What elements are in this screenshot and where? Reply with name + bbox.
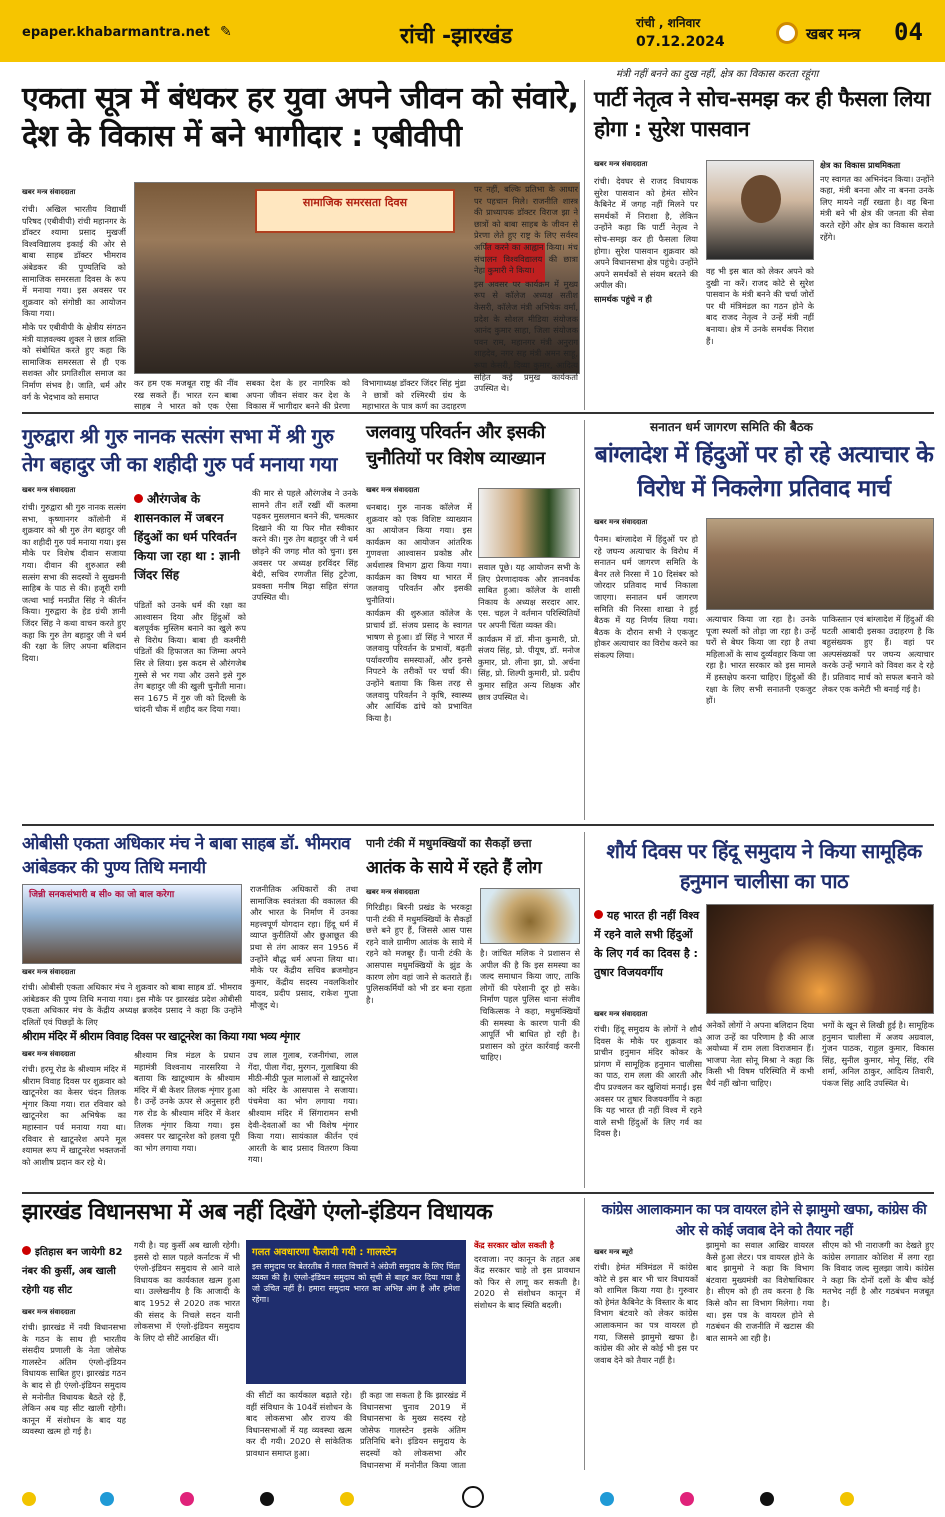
shyam-col2: श्रीश्याम मित्र मंडल के प्रधान महामंत्री विश्वनाथ नारसरिया ने बताया कि खाटूश्याम के श्रीश्याम मंदिर में बी केशर तिलक शृंगार हुआ है। उन्हें उनके ऊपर से अनुसार हरी गरु रोड के श्रीश्याम मंदिर में केशर तिलक शृंगार किया गया। इस अवसर पर खाटूनरेश को हलवा पूरी का भोग लगाया गया।: [134, 1050, 240, 1153]
shaurya-byline: खबर मन्त्र संवाददाता: [594, 1010, 648, 1018]
abvp-col4: विभागाध्यक्ष डॉक्टर जिंदर सिंह मुंडा ने छात्रों को रश्मिरथी ग्रंथ के महाभारत के पात्र कर्ण का उदाहरण: [362, 378, 466, 412]
bees-col1: गिरिडीह। बिरनी प्रखंड के भरकट्टा पानी टंकी में मधुमक्खियों के सैकड़ों छत्ते बने हुए हैं, जिससे आस पास रहने वाले ग्रामीण आतंक के साये में रहने को मजबूर हैं। पानी टंकी के आसपास मधुमक्खियों के झुंड के कारण लोग वहां जाने से कतराते हैं। पुलिसकर्मियों को भी डर बना रहता है।: [366, 902, 472, 1005]
registration-dot: [600, 1492, 614, 1506]
abvp-col2: कर हम एक मजबूत राष्ट्र की नींव रख सकते हैं। भारत रत्न बाबा साहब ने भारत को एक ऐसा: [134, 378, 238, 412]
anglo-byline: खबर मन्त्र संवाददाता: [22, 1308, 76, 1316]
shaurya-col2: अनेकों लोगों ने अपना बलिदान दिया आज उन्हें का परिणाम है की आज अयोध्या में राम लला विराजमान हैं। भाजपा नेता सोनू मिश्रा ने कहा कि किसी भी विषम परिस्थिति में कभी धैर्य नहीं खोना चाहिए।: [706, 1020, 814, 1088]
section-rule-1: [22, 412, 934, 414]
shaurya-headline: शौर्य दिवस पर हिंदू समुदाय ने किया सामूहिक हनुमान चालीसा का पाठ: [606, 839, 922, 893]
gurudwara-col3: की मार से पहले औरंगजेब ने उनके सामने तीन शर्तें रखीं थीं कलमा पढ़कर मुसलमान बनने की, चमत्कार दिखाने की या फिर मौत स्वीकार करने की। गुरु तेग बहादुर जी ने धर्म छोड़ने की जगह मौत को चुना। इस अवसर पर अध्यक्ष हरविंदर सिंह बेदी, सचिव रणजीत सिंह टुटेजा, प्रवक्ता मनीष मिढ़ा सहित संगत उपस्थित थी।: [252, 488, 358, 603]
gurudwara-byline: खबर मन्त्र संवाददाता: [22, 486, 76, 494]
section-rule-3: [22, 1192, 934, 1194]
abvp-headline: एकता सूत्र में बंधकर हर युवा अपने जीवन को संवारे, देश के विकास में बने भागीदार : एबीवीपी: [22, 81, 579, 154]
bangladesh-col2: अत्याचार किया जा रहा है। उनके पूजा स्थलों को तोड़ा जा रहा है। उन्हें घरों से बेघर किया जा रहा है तथा महिलाओं के साथ दुर्व्यवहार किया जा रहा है। भारत सरकार को इस मामले में हस्तक्षेप करना चाहिए। हिंदुओं की रक्षा के लिए सभी सनातनी एकजुट हों।: [706, 614, 816, 706]
obc-byline: खबर मन्त्र संवाददाता: [22, 968, 76, 976]
bees-headline: आतंक के साये में रहते हैं लोग: [366, 858, 542, 878]
registration-dot: [100, 1492, 114, 1506]
issue-date: 07.12.2024: [636, 34, 725, 50]
anglo-box: [246, 1240, 466, 1384]
bullet-icon: [134, 494, 143, 503]
brand-name: खबर मन्त्र: [806, 25, 861, 43]
crosshair-icon: [462, 1486, 484, 1508]
gurudwara-col1: रांची। गुरुद्वारा श्री गुरु नानक सत्संग सभा, कृष्णानगर कॉलोनी में शुक्रवार को श्री गुरु तेग बहादुर जी का शहीदी गुरु पर्व मनाया गया। इस मौके पर विशेष दीवान सजाया गया। दीवान की शुरुआत स्त्री सत्संग सभा की सदस्यों ने सुखमनी साहिब के पाठ से की। हजूरी रागी जत्था भाई मनप्रीत सिंह ने कीर्तन किया। गुरुद्वारा के हेड ग्रंथी ज्ञानी जिंदर सिंह ने कथा वाचन करते हुए कहा कि गुरु तेग बहादुर जी ने धर्म की रक्षा के लिए अपना बलिदान दिया।: [22, 502, 126, 663]
congress-col3: सीएम को भी नाराजगी का देखते हुए कांग्रेस लगातार कोशिश में लगा रहा कि विवाद जल्द सुलझा जाये। कांग्रेस ने कहा कि दोनों दलों के बीच कोई मतभेद नहीं है और गठबंधन मजबूत है।: [822, 1240, 934, 1308]
shaurya-photo: [706, 904, 934, 1014]
column-divider: [584, 80, 585, 410]
page-number: 04: [894, 18, 923, 46]
bangladesh-byline: खबर मन्त्र संवाददाता: [594, 518, 648, 526]
anglo-col5: केंद्र सरकार खोल सकती है दरवाजा। नए कानून के तहत अब केंद्र सरकार चाहे तो इस प्रावधान को फिर से लागू कर सकती है। 2020 से संशोधन कानून में संशोधन के बाद स्थिति बदली।: [474, 1240, 580, 1310]
edition-label: रांची -झारखंड: [400, 24, 513, 49]
bees-photo: [480, 888, 580, 944]
obc-headline: ओबीसी एकता अधिकार मंच ने बाबा साहब डॉ. भीमराव आंबेडकर की पुण्य तिथि मनायी: [22, 834, 351, 878]
anglo-headline: झारखंड विधानसभा में अब नहीं दिखेंगे एंग्लो-इंडियन विधायक: [22, 1200, 493, 1225]
gurudwara-col2: पंडितों को उनके धर्म की रक्षा का आश्वासन दिया और हिंदुओं को बलपूर्वक मुस्लिम बनाने का खुले रूप से विरोध किया। बाबा ही कश्मीरी पंडितों की हिफाजत का जिम्मा अपने सिर ले लिया। इस कदम से औरंगजेब गुस्से से भर गया और उसने इसे गुरु तेग बहादुर जी की खुली चुनौती माना। सन 1675 में गुरु जी को दिल्ली के चांदनी चौक में शहीद कर दिया गया।: [134, 600, 246, 715]
shyam-byline: खबर मन्त्र संवाददाता: [22, 1050, 76, 1058]
congress-byline: खबर मन्त्र ब्यूरो: [594, 1248, 633, 1256]
anglo-col3: की सीटों का कार्यकाल बढ़ाते रहे। वहीं संविधान के 104वें संशोधन के बाद लोकसभा और राज्य की विधानसभाओं में यह व्यवस्था खत्म कर दी गयी। 2020 से सांकेतिक प्रावधान समाप्त हुआ।: [246, 1390, 352, 1458]
gurudwara-headline: गुरुद्वारा श्री गुरु नानक सत्संग सभा में श्री गुरु तेग बहादुर जी का शहीदी गुरु पर्व मनाया गया: [22, 424, 337, 476]
registration-dot: [680, 1492, 694, 1506]
abvp-banner: सामाजिक समरसता दिवस: [255, 189, 455, 233]
bees-byline: खबर मन्त्र संवाददाता: [366, 888, 420, 896]
paswan-headline: पार्टी नेतृत्व ने सोच-समझ कर ही फैसला लिया होगा : सुरेश पासवान: [594, 87, 931, 141]
shaurya-quote: यह भारत ही नहीं विश्व में रहने वाले सभी हिंदुओं के लिए गर्व का दिवस है : तुषार विजयवर्गीय: [594, 909, 700, 979]
gurudwara-quote: औरंगजेब के शासनकाल में जबरन हिंदुओं का धर्म परिवर्तन किया जा रहा था : ज्ञानी जिंदर सिंह: [134, 492, 240, 582]
registration-dot: [760, 1492, 774, 1506]
cursor-icon: ✎: [220, 24, 232, 40]
climate-col1: धनबाद। गुरु नानक कॉलेज में शुक्रवार को एक विशिष्ट व्याख्यान का आयोजन किया गया। इस कार्यक्रम का आयोजन आंतरिक गुणवत्ता आश्वासन प्रकोष्ठ और अर्थशास्त्र विभाग द्वारा किया गया। कार्यक्रम का विषय था भारत में जलवायु परिवर्तन और इसकी चुनौतियां। कार्यक्रम की शुरुआत कॉलेज के प्राचार्य डॉ. संजय प्रसाद के स्वागत भाषण से हुआ। डॉ सिंह ने भारत में जलवायु परिवर्तन के प्रभावों, बढ़ती पर्यावरणीय समस्याओं, और इनसे निपटने के तरीकों पर चर्चा की। उन्होंने बताया कि किस तरह से जलवायु परिवर्तन ने कृषि, स्वास्थ्य और आर्थिक ढांचे को प्रभावित किया है।: [366, 502, 472, 723]
anglo-col1: रांची। झारखंड में नयी विधानसभा के गठन के साथ ही भारतीय संसदीय प्रणाली के नेता जोसेफ गालस्टेन अंतिम एंग्लो-इंडियन विधायक साबित हुए। झारखंड गठन के बाद से ही एंग्लो-इंडियन समुदाय से मनोनीत विधायक बैठते रहे हैं, लेकिन अब यह सीट खाली रहेगी। कानून में संशोधन के बाद यह व्यवस्था खत्म हो गई है।: [22, 1322, 126, 1437]
anglo-quote: इतिहास बन जायेगी 82 नंबर की कुर्सी, अब खाली रहेगी यह सीट: [22, 1247, 123, 1296]
bangladesh-kicker: सनातन धर्म जागरण समिति की बैठक: [650, 420, 813, 434]
anglo-col4: ही कहा जा सकता है कि झारखंड में विधानसभा चुनाव 2019 में विधानसभा के मुख्य सदस्य रहे जोसेफ गालस्टेन इसके अंतिम प्रतिनिधि बने। इंडियन समुदाय के सदस्यों को लोकसभा और विधानसभा में मनोनीत किया जाता: [360, 1390, 466, 1470]
paswan-face: [741, 175, 781, 223]
column-divider-3: [584, 832, 585, 1188]
registration-dot: [180, 1492, 194, 1506]
paswan-col3: क्षेत्र का विकास प्राथमिकता नए स्वागत का अभिनंदन किया। उन्होंने कहा, मंत्री बनना और ना बनना उनके लिए मायने नहीं रखता है। वह बिना मंत्री बने भी क्षेत्र की जनता की सेवा करते रहेंगे और क्षेत्र का विकास कराते रहेंगे।: [820, 160, 934, 242]
shyam-headline: श्रीराम मंदिर में श्रीराम विवाह दिवस पर खाटूनरेश का किया गया भव्य शृंगार: [22, 1030, 300, 1043]
registration-dot: [840, 1492, 854, 1506]
tagline: मंत्री नहीं बनने का दुख नहीं, क्षेत्र का विकास करता रहूंगा: [616, 69, 819, 80]
paswan-col1: रांची। देवघर से राजद विधायक सुरेश पासवान को हेमंत सोरेन कैबिनेट में जगह नहीं मिलने पर समर्थकों में निराशा है, लेकिन उन्होंने कहा कि पार्टी नेतृत्व ने सोच-समझ कर ही फैसला लिया होगा। सुरेश पासवान शुक्रवार को अपने विधानसभा क्षेत्र पहुंचे। उन्होंने अपने समर्थकों से संयम बरतने की अपील की। सामर्थक पहुंचे न ही: [594, 176, 698, 304]
abvp-byline: खबर मन्त्र संवाददाता: [22, 188, 76, 196]
epaper-url[interactable]: epaper.khabarmantra.net: [22, 25, 210, 40]
bangladesh-col1: पैनम। बांग्लादेश में हिंदुओं पर हो रहे जघन्य अत्याचार के विरोध में सनातन धर्म जागरण समिति के बैनर तले निरसा में 10 दिसंबर को जोरदार प्रतिवाद मार्च निकाला जाएगा। सनातन धर्म जागरण समिति की निरसा शाखा ने हुई बैठक में यह निर्णय लिया गया। बैठक के दौरान सभी ने एकजुट होकर अत्याचार का विरोध करने का संकल्प लिया।: [594, 534, 698, 660]
brand-logo-icon: [776, 22, 798, 44]
registration-dot: [22, 1492, 36, 1506]
congress-col1: रांची। हेमंत मंत्रिमंडल में कांग्रेस कोटे से इस बार भी चार विधायकों को शामिल किया गया है। गुरुवार को हेमंत कैबिनेट के विस्तार के बाद विभाग बंटवारे को लेकर कांग्रेस आलाकमान का पत्र वायरल हो गया, जिससे झामुमो खफा है। कांग्रेस की ओर से कोई भी इस पर जवाब देने को तैयार नहीं है।: [594, 1262, 698, 1365]
climate-headline: जलवायु परिवर्तन और इसकी चुनौतियों पर विशेष व्याख्यान: [366, 422, 545, 469]
print-registration-marks: [0, 1480, 945, 1516]
bees-col2: है। जांचित मलिक ने प्रशासन से अपील की है कि इस समस्या का जल्द समाधान किया जाए, ताकि लोगों की परेशानी दूर हो सके। निर्माण पहल पुलिस थाना संजीव चिकित्सक ने कहा, मधुमक्खियों की समस्या के कारण पानी की आपूर्ति भी बाधित हो रही है। प्रशासन को तुरंत कार्रवाई करनी चाहिए।: [480, 948, 580, 1063]
congress-headline: कांग्रेस आलाकमान का पत्र वायरल होने से झामुमो खफा, कांग्रेस की ओर से कोई जवाब देने को तैयार नहीं: [601, 1202, 927, 1239]
paswan-byline: खबर मन्त्र संवाददाता: [594, 160, 648, 168]
obc-col1: रांची। ओबीसी एकता अधिकार मंच ने शुक्रवार को बाबा साहब डॉ. भीमराव आंबेडकर की पुण्य तिथि मनाया गया। इस मौके पर झारखंड प्रदेश ओबीसी एकता अधिकार मंच के केंद्रीय अध्यक्ष ब्रजदेव प्रसाद ने कहा कि उन्होंने दलितों एवं पिछड़ों के लिए: [22, 982, 242, 1027]
abvp-col3: सबका देश के हर नागरिक को अपना जीवन संवार कर देश के विकास में भागीदार बनने की प्रेरणा: [246, 378, 350, 412]
city-day: रांची , शनिवार: [636, 16, 701, 30]
climate-byline: खबर मन्त्र संवाददाता: [366, 486, 420, 494]
obc-col2: राजनीतिक अधिकारों की तथा सामाजिक स्वतंत्रता की वकालत की और भारत के निर्माण में उनका महत्त्वपूर्ण योगदान रहा। हिंदू धर्म में व्याप्त कुरीतियों और छुआछूत की प्रथा से तंग आकर सन 1956 में उन्होंने बौद्ध धर्म अपना लिया था। मौके पर केंद्रीय सचिव ब्रजमोहन कुमार, केंद्रीय सदस्य नवलकिशोर यादव, प्रदीप प्रसाद, राकेश गुप्ता मौजूद थे।: [250, 884, 358, 1010]
bullet-icon: [22, 1246, 31, 1255]
bangladesh-headline: बांग्लादेश में हिंदुओं पर हो रहे अत्याचार के विरोध में निकलेगा प्रतिवाद मार्च: [594, 442, 934, 502]
paswan-photo: [706, 160, 814, 260]
paswan-col2: वह भी इस बात को लेकर अपने को दुखी ना करें। राजद कोटे से सुरेश पासवान के मंत्री बनने की चर्चा जोरों पर थी मंत्रिमंडल का गठन होने के बाद राजद नेतृत्व ने उन्हें मंत्री नहीं बनाया। क्षेत्र में उनके समर्थक निराश हैं।: [706, 266, 814, 346]
column-divider-4: [584, 1198, 585, 1470]
section-rule-2: [22, 824, 934, 826]
shaurya-col3: भगों के खून से लिखी हुई है। सामूहिक हनुमान चालीसा में अजय अग्रवाल, गुंजन पाठक, राहुल कुमार, विकास सिंह, सुनील कुमार, मोनू सिंह, रवि शर्मा, अनिल ठाकुर, आदित्य तिवारी, पंकज सिंह आदि उपस्थित थे।: [822, 1020, 934, 1088]
anglo-box-title: गलत अवधारणा फैलायी गयी : गालस्टेन: [252, 1247, 397, 1258]
climate-col2: सवाल पूछे। यह आयोजन सभी के लिए प्रेरणादायक और ज्ञानवर्धक साबित हुआ। कॉलेज के शासी निकाय के अध्यक्ष सरदार आर. एस. चहल ने वर्तमान परिस्थितियों पर अपनी चिंता व्यक्त की। कार्यक्रम में डॉ. मीना कुमारी, प्रो. संजय सिंह, प्रो. पीयूष, डॉ. मनोज कुमार, प्रो. लीना झा, प्रो. अर्चना सिंह, प्रो. शिल्पी कुमारी, प्रो. प्रदीप कुमार सहित अन्य शिक्षक और छात्र उपस्थित थे।: [478, 562, 580, 702]
congress-col2: झामुमो का सवाल आखिर वायरल कैसे हुआ लेटर। पत्र वायरल होने के बाद झामुमो ने कहा कि विभाग बंटवारा मुख्यमंत्री का विशेषाधिकार है। सीएम को ही तय करना है कि किसे कौन सा विभाग मिलेगा। गया था। इस पत्र के वायरल होने से गठबंधन की राजनीति में खटास की बात सामने आ रही है।: [706, 1240, 814, 1343]
climate-photo: [478, 488, 580, 558]
anglo-box-text: इस समुदाय पर बेतरतीब में गलत विचारों ने अंग्रेजी समुदाय के लिए चिंता व्यक्त की है। एंग्लो-इंडियन समुदाय को सूची से बाहर कर दिया गया है जो उचित नहीं है। हमारा समुदाय भारत का अभिन्न अंग है और हमेशा रहेगा।: [252, 1262, 460, 1304]
obc-photo: [22, 884, 242, 964]
shaurya-col1: रांची। हिंदू समुदाय के लोगों ने शौर्य दिवस के मौके पर शुक्रवार को प्राचीन हनुमान मंदिर कोकर के प्रांगण में सामूहिक हनुमान चालीसा का पाठ, राम लला की आरती और दीप प्रज्वलन कर खुशियां मनाई। इस अवसर पर तुषार विजयवर्गीय ने कहा कि यह भारत ही नहीं विश्व में रहने वाले सभी हिंदुओं के लिए गर्व का दिवस है।: [594, 1024, 702, 1139]
registration-dot: [260, 1492, 274, 1506]
abvp-col1: रांची। अखिल भारतीय विद्यार्थी परिषद (एबीवीपी) रांची महानगर के डॉक्टर श्यामा प्रसाद मुखर्जी विश्वविद्यालय इकाई की ओर से बाबा साहब डॉक्टर भीमराव अंबेडकर की पुण्यतिथि को सामाजिक समरसता दिवस के रूप में मनाया गया। इस अवसर पर शुक्रवार को संगोष्ठी का आयोजन किया गया। मौके पर एबीवीपी के क्षेत्रीय संगठन मंत्री याज्ञवल्क्य शुक्ल ने छात्र शक्ति को संबोधित करते हुए कहा कि सामाजिक समरसता से ही एक सशक्त और प्रगतिशील समाज का निर्माण संभव है। जाति, धर्म और वर्ग के भेदभाव को समाप्त: [22, 204, 126, 402]
masthead: [0, 0, 945, 62]
obc-banner: जिन्नी सनकसंभारी ब सी० का जो बाल करेगा: [29, 890, 175, 900]
registration-dot: [340, 1492, 354, 1506]
anglo-col2: गयी है। यह कुर्सी अब खाली रहेगी। इससे दो साल पहले कर्नाटक में भी एंग्लो-इंडियन समुदाय से आने वाले विधायक का कार्यकाल खत्म हुआ था। उल्लेखनीय है कि आजादी के बाद 1952 से 2020 तक भारत की संसद के निचले सदन यानी लोकसभा में एंग्लो-इंडियन समुदाय के लिए दो सीटें आरक्षित थीं।: [134, 1240, 240, 1343]
bullet-icon: [594, 910, 603, 919]
bees-kicker: पानी टंकी में मधुमक्खियों का सैकड़ों छत्ता: [366, 837, 532, 850]
column-divider-2: [584, 420, 585, 820]
bangladesh-col3: पाकिस्तान एवं बांग्लादेश में हिंदुओं की घटती आबादी इसका उदाहरण है कि बहुसंख्यक हुए हैं। वहां पर अल्पसंख्यकों पर जघन्य अत्याचार करके उन्हें भगाने को विवश कर दे रहे हैं। प्रतिवाद मार्च को सफल बनाने को लेकर एक कमेटी भी बनाई गई है।: [822, 614, 934, 694]
shyam-col1: रांची। हरमू रोड के श्रीश्याम मंदिर में श्रीराम विवाह दिवस पर शुक्रवार को खाटूनरेश का केसर चंदन तिलक शृंगार किया गया। रात रविवार को खाटूनरेश का अभिषेक का महास्नान पर्व मनाया गया था। रविवार से खाटूनरेश अपने मूल श्यामल रूप में खाटूनरेश भक्तजनों को आशीष प्रदान कर रहे थे।: [22, 1064, 126, 1167]
bangladesh-photo: [706, 518, 934, 610]
shyam-col3: उच लाल गुलाब, रजनीगंधा, लाल गेंदा, पीला गेंदा, मुरगन, गुलाबिया की मीठी-मीठी फूल मालाओं से खाटूनरेश को मंदिर के आसपास ने सजाया। पंचमेवा का भोग लगाया गया। श्रीश्याम मंदिर में सिंगारामन सभी देवी-देवताओं का भी विशेष शृंगार किया गया। सायंकाल कीर्तन एवं आरती के बाद प्रसाद वितरण किया गया।: [248, 1050, 358, 1165]
abvp-col5: पर नहीं, बल्कि प्रतिभा के आधार पर पहचान मिले। राजनीति शास्त्र की प्राध्यापक डॉक्टर विराज झा ने छात्रों को बाबा साहब के जीवन से प्रेरणा लेते हुए राष्ट्र के लिए सर्वस्व अर्पित करने का आह्वान किया। मंच संचालन विश्वविद्यालय की छात्रा नेहा कुमारी ने किया। इस अवसर पर कार्यक्रम में मुख्य रूप से कॉलेज अध्यक्ष सतीश केसरी, कॉलेज मंत्री अभिषेक वर्मा, प्रदेश के सोशल मीडिया संयोजक आनंद कुमार साहा, जिला संयोजक पवन राम, महानगर मंत्री अनुराग शाहदेव, नगर सह मंत्री अमन साहू, रूपा केसरी, दिव्या कुमार, आदित्य सहित कई प्रमुख कार्यकर्ता उपस्थित थे।: [474, 184, 578, 394]
